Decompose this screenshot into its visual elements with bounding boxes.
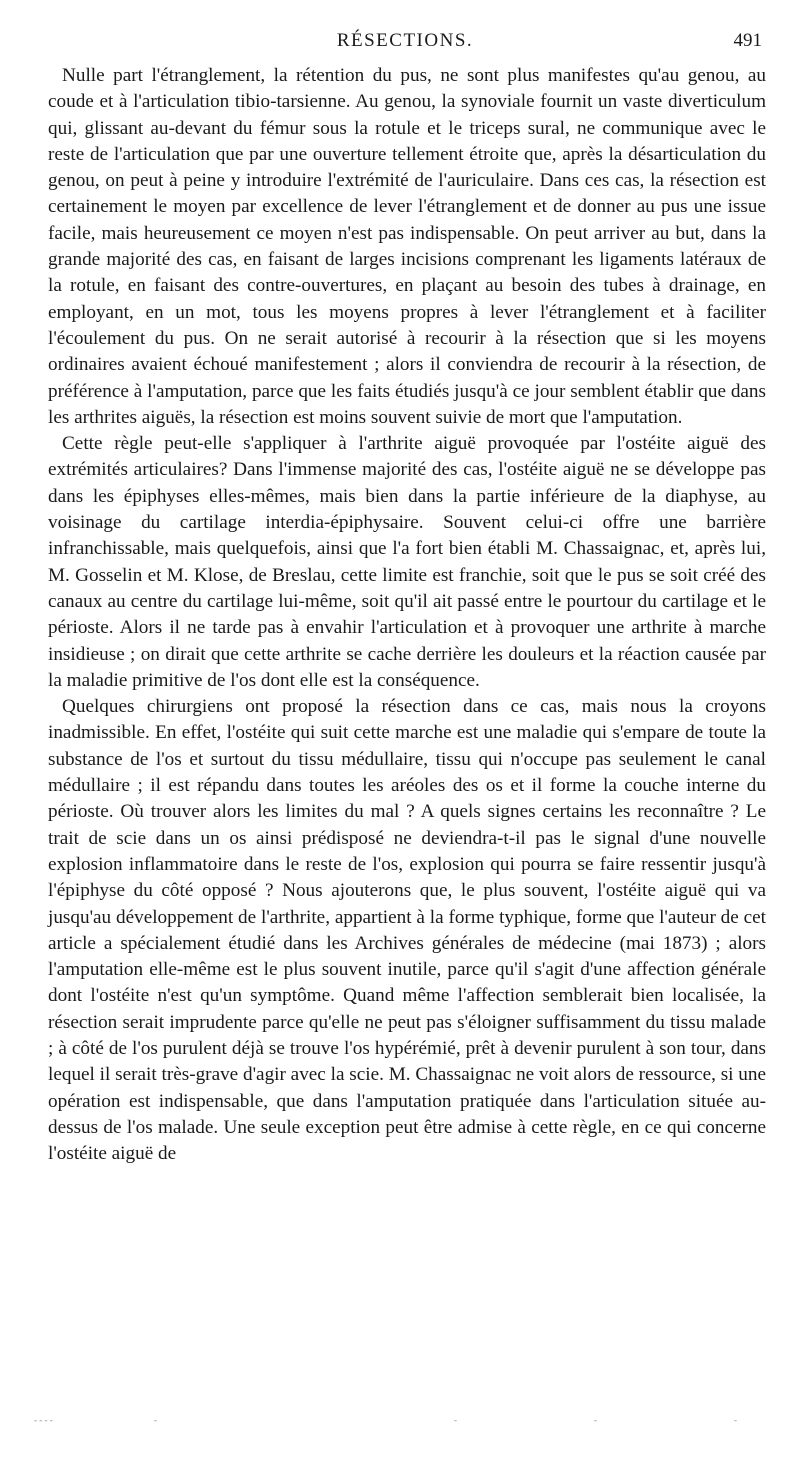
paragraph-3: Quelques chirurgiens ont proposé la résection dans ce cas, mais nous la croyons inadmissible. En effet, l'ostéite qui suit cette marche est une maladie qui s'empare de toute la substance de l'os et surtout du tissu médullaire, tissu qui n'occupe pas seulement le canal médullaire ; il est répandu dans toutes les aréoles des os et il forme la couche interne du périoste. Où trouver alors les limites du mal ? A quels signes certains les reconnaître ? Le trait de scie dans un os ainsi prédisposé ne deviendra-t-il pas le signal d'une nouvelle explosion inflammatoire dans le reste de l'os, explosion qui pourra se faire ressentir jusqu'à l'épiphyse du côté opposé ? Nous ajouterons que, le plus souvent, l'ostéite aiguë qui va jusqu'au développement de l'arthrite, appartient à la forme typhique, forme que l'auteur de cet article a spécialement étudié dans les Archives générales de médecine (mai 1873) ; alors l'amputation elle-même est le plus souvent inutile, parce qu'il s'agit d'une affection générale dont l'ostéite n'est qu'un symptôme. Quand même l'affection semblerait bien localisée, la résection serait imprudente parce qu'elle ne peut pas s'éloigner suffisamment du tissu malade ; à côté de l'os purulent déjà se trouve l'os hypérémié, prêt à devenir purulent à son tour, dans lequel il serait très-grave d'agir avec la scie. M. Chassaignac ne voit alors de ressource, si une opération est indispensable, que dans l'amputation pratiquée dans l'articulation située au-dessus de l'os malade. Une seule exception peut être admise à cette règle, en ce qui concerne l'ostéite aiguë de (48, 696, 766, 1165)
paragraph-1: Nulle part l'étranglement, la rétention du pus, ne sont plus manifestes qu'au genou, au coude et à l'articulation tibio-tarsienne. Au genou, la synoviale fournit un vaste diverticulum qui, glissant au-devant du fémur sous la rotule et le triceps sural, ne communique avec le reste de l'articulation que par une ouverture tellement étroite que, après la désarticulation du genou, on peut à peine y introduire l'extrémité de l'auriculaire. Dans ces cas, la résection est certainement le moyen par excellence de lever l'étranglement et de donner au pus une issue facile, mais heureusement ce moyen n'est pas indispensable. On peut arriver au but, dans la grande majorité des cas, en faisant de larges incisions comprenant les ligaments latéraux de la rotule, en faisant des contre-ouvertures, en plaçant au besoin des tubes à drainage, en employant, en un mot, tous les moyens propres à lever l'étranglement et à faciliter l'écoulement du pus. On ne serait autorisé à recourir à la résection que si les moyens ordinaires avaient échoué manifestement ; alors il conviendra de recourir à la résection, de préférence à l'amputation, parce que les faits étudiés jusqu'à ce jour semblent établir que dans les arthrites aiguës, la résection est moins souvent suivie de mort que l'amputation. (48, 65, 766, 428)
footer-print-marks (34, 1415, 760, 1425)
print-mark: - (734, 1415, 737, 1425)
print-mark: - - - - (34, 1415, 53, 1425)
page-header (48, 30, 762, 54)
print-mark: - (594, 1415, 597, 1425)
running-title: RÉSECTIONS. (336, 30, 474, 51)
page-number: 491 (733, 30, 762, 51)
body-text (48, 63, 766, 1167)
print-mark: - (154, 1415, 157, 1425)
print-mark: - (454, 1415, 457, 1425)
paragraph-2: Cette règle peut-elle s'appliquer à l'arthrite aiguë provoquée par l'ostéite aiguë des extrémités articulaires? Dans l'immense majorité des cas, l'ostéite aiguë ne se développe pas dans les épiphyses elles-mêmes, mais bien dans la partie inférieure de la diaphyse, au voisinage du cartilage interdia-épiphysaire. Souvent celui-ci offre une barrière infranchissable, mais quelquefois, ainsi que l'a fort bien établi M. Chassaignac, et, après lui, M. Gosselin et M. Klose, de Breslau, cette limite est franchie, soit que le pus se soit créé des canaux au centre du cartilage lui-même, soit qu'il ait passé entre le pourtour du cartilage et le périoste. Alors il ne tarde pas à envahir l'articulation et à provoquer une arthrite à marche insidieuse ; on dirait que cette arthrite se cache derrière les douleurs et la réaction causée par la maladie primitive de l'os dont elle est la conséquence. (48, 433, 766, 691)
